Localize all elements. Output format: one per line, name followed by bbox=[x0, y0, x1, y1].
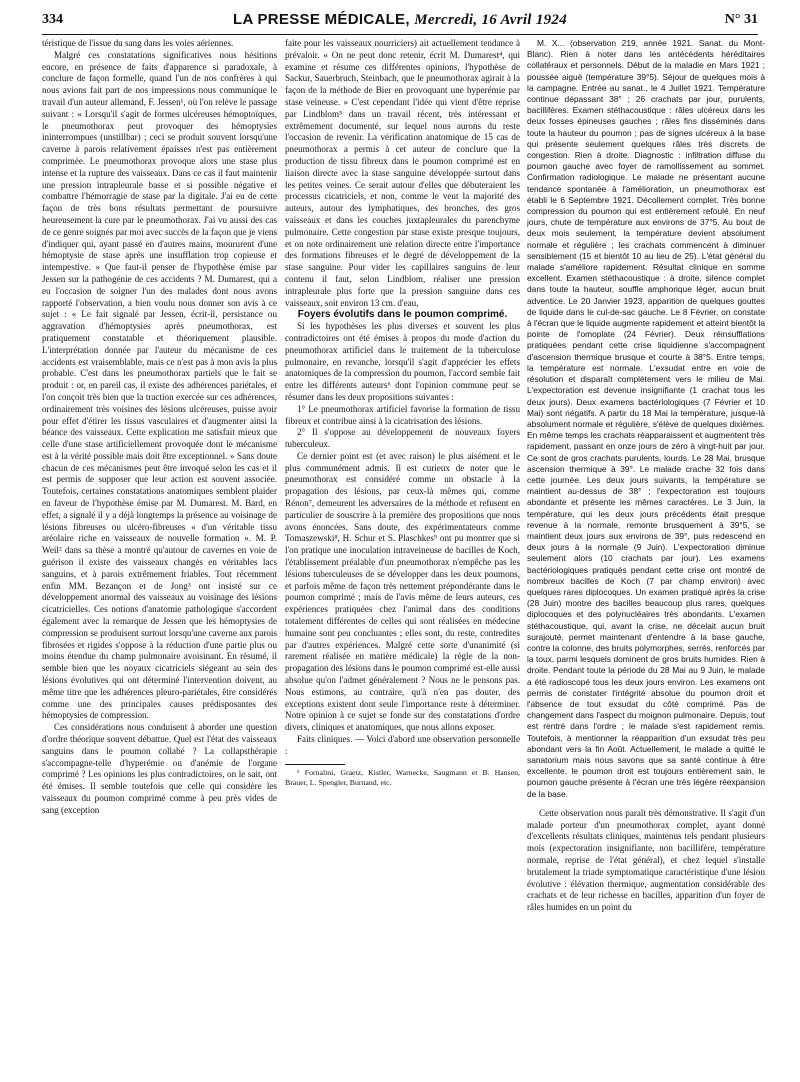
footnote-rule bbox=[285, 764, 345, 765]
paragraph: Ces considérations nous conduisent à aborder une question d'ordre théorique souvent débattue. Quel est l'état des vaisseaux sanguins dans le poumon collabé ? La collapsthérapie s'accompagne-telle d'hyperémie ou d'anémie de l'organe comprimé ? Les opinions les plus contradictoires, on le sait, ont été émises. Il semble toutefois que celle qui considère les vaisseaux du poumon comprimé comme à peu près vides de sang (exception bbox=[42, 722, 277, 815]
paragraph: 2° Il s'oppose au développement de nouveaux foyers tuberculeux. bbox=[285, 427, 520, 450]
footnote: ⁶ Fornalini, Graetz, Kistler, Warnecke, Saugmann et B. Hansen, Brauer, L. Spengler, Burnand, etc. bbox=[285, 767, 520, 787]
paragraph: 1° Le pneumothorax artificiel favorise la formation de tissu fibreux et contribue ainsi à la cicatrisation des lésions. bbox=[285, 403, 520, 426]
running-header bbox=[42, 8, 758, 32]
header-rule bbox=[42, 34, 758, 35]
section-heading: Foyers évolutifs dans le poumon comprimé. bbox=[297, 309, 508, 321]
paragraph: faite pour les vaisseaux nourriciers) ait actuellement tendance à prévaloir. « On ne peut donc retenir, écrit M. Dumarest⁴, qui examine et résume ces différentes opinions, l'hypothèse de Sackur, Sauerbruch, Steinbach, que le pneumothorax agirait à la façon de la méthode de Bier en provoquant une hyperémie par stase veineuse. » C'est cependant l'idée qui vient d'être reprise par Lindblom⁵ dans un travail récent, très intéressant et extrêmement documenté, sur lequel nous aurons du reste l'occasion de revenir. La vérification anatomique de 15 cas de pneumothorax a permis à cet auteur de conclure que la production de tissu fibreux dans le poumon comprimé est en liaison directe avec la stase sanguine développée surtout dans les petites veines. Ce serait autour d'elles que débuteraient les processus cicatriciels, et non, comme le veut la majorité des auteurs, autour des lymphatiques, des bronches, des gros vaisseaux et dans les couches juxtapleurales du parenchyme pulmonaire. Cette congestion par stase existe presque toujours, et on note ordinairement une relation directe entre l'importance des formations fibreuses et le degré de développement de la stase sanguine. Pour vider les capillaires sanguins de leur contenu il faut, selon Lindblom, réaliser une pression intrapleurale plus forte que la pression sanguine dans ces vaisseaux, soit environ 13 cm. d'eau, bbox=[285, 38, 520, 308]
issue-date: Mercredi, 16 Avril 1924 bbox=[414, 12, 568, 28]
clinical-observation bbox=[527, 38, 765, 800]
issue-number: N° 31 bbox=[724, 12, 758, 27]
column-2 bbox=[285, 38, 520, 1078]
paragraph: Si les hypothèses les plus diverses et souvent les plus contradictoires ont été émises à propos du mode d'action du pneumothorax artificiel dans le traitement de la tuberculose pulmonaire, en revanche, lorsqu'il s'agit d'apprécier les effets anatomiques de la compression du poumon, l'accord semble fait entre les différents auteurs⁶ dont l'opinion commune peut se résumer dans les deux propositions suivantes : bbox=[285, 321, 520, 402]
journal-name: LA PRESSE MÉDICALE, bbox=[232, 11, 410, 28]
paragraph: Cette observation nous paraît très démonstrative. Il s'agit d'un malade porteur d'un pneumothorax complet, ayant donné d'excellents résultats cliniques, maintenus tels pendant plusieurs mois (expectoration insignifiante, non bacillifère, température normale, reprise de l'état général), et chez lequel s'installe brutalement la triade symptomatique caractéristique d'une lésion évolutive : élévation thermique, augmentation considérable des crachats et de leur richesse en bacilles, apparition d'un foyer de râles humides en un point du bbox=[527, 807, 765, 913]
journal-title bbox=[42, 11, 758, 29]
column-1 bbox=[42, 38, 277, 1078]
paragraph: Malgré ces constatations significatives nous hésitions encore, en présence de faits d'apparence si paradoxale, à conclure de façon formelle, quand l'un de nos confrères à qui nous avions fait part de nos impressions nous communique le travail d'un auteur allemand, F. Jessen¹, où l'on relève le passage suivant : « Lorsqu'il s'agit de formes ulcéreuses hémoptoïques, le pneumothorax peut provoquer des hémoptysies ininterrompues (unstillbar) ; ceci se produit souvent lorsqu'une caverne à parois relativement épaisses n'est pas entièrement comprimée. Le pneumothorax provoque alors une stase plus intense et la rupture des vaisseaux. Dans ce cas il faut maintenir une pression intrapleurale basse et si possible négative et combattre l'hémorragie de stase par la digitale. J'ai eu de cette façon de très bons résultats permettant de poursuivre heureusement la cure par le pneumothorax. J'ai vu aussi des cas de ce genre soignés par moi avec succès de la façon que je viens d'indiquer qui, ayant passé en d'autres mains, moururent d'une hémoptysie de stase après une insufflation trop copieuse et intempestive. » Que faut-il penser de l'hypothèse émise par Jessen sur la pathogénie de ces accidents ? M. Dumarest, qui a eu l'occasion de soigner l'un des malades dont nous avons rapporté l'observation, a bien voulu nous donner son avis à ce sujet : « Le fait signalé par Jessen, écrit-il, persistance ou aggravation d'hémoptysies après pneumothorax, est pratiquement constatable et théoriquement plausible. L'interprétation donnée par l'auteur du mécanisme de ces accidents est vraisemblable, mais ce n'est pas à mon avis la plus probable. C'est dans les pneumothorax partiels que le fait se produit : or, en pareil cas, il existe des adhérences pariétales, et l'on conçoit très bien que la traction exercée sur ces adhérences, ordinairement très voisines des lésions ulcéreuses, puisse avoir pour effet d'étirer les tissus vasculaires et d'augmenter ainsi la béance des vaisseaux. Cette explication me satisfait mieux que celle d'une stase artificiellement provoquée dont le mécanisme est à la vérité possible mais doit être exceptionnel. » Sans doute chacun de ces mécanismes peut être invoqué selon les cas et il est permis de supposer que leur action est souvent associée. Toutefois, certaines constatations anatomiques semblent plaider en faveur de l'hypothèse émise par M. Dumarest. M. Bard, en effet, a signalé il y a déjà longtemps la présence au voisinage de lésions fibreuses ou ulcéro-fibreuses « d'un véritable tissu aréolaire riche en vaisseaux de nouvelle formation ». M. P. Weil² dans sa thèse a montré qu'autour de cavernes en voie de guérison il existe des vaisseaux changés en véritables lacs sanguins, et à parois extrêmement friables. Tout récemment enfin MM. Bezançon et de Jong³ ont insisté sur ce développement anormal des vaisseaux au voisinage des lésions cicatricielles. Ces notions d'anatomie pathologique s'accordent également avec la remarque de Jessen que les hémoptysies de compression se produisent surtout lorsqu'une caverne aux parois fibrosées et rigides s'oppose à la réduction d'une partie plus ou moins étendue du champ pulmonaire avoisinant. En résumé, il semble bien que les noyaux cicatriciels siégeant au sein des lésions évolutives qui ont déterminé l'intervention doivent, au même titre que les adhérences pleuro-pariétales, être considérés comme une des principales causes prédisposantes des hémoptysies de compression. bbox=[42, 49, 277, 721]
paragraph: M. X... (observation 219, année 1921. Sanat. du Mont-Blanc). Rien à noter dans les antécédents héréditaires collatéraux et personnels. Début de la maladie en Mars 1921 ; poussée aiguë (température 39°5). Séjour de quelques mois à la campagne. Entrée au sanat., le 4 Juillet 1921. Température continue dépassant 38° ; 26 crachats par jour, purulents, bacillifères. Examen stéthacoustique : râles ulcéreux dans les deux fosses épineuses gauches ; râles fins disséminés dans toute la hauteur du poumon ; pas de signes ulcéreux à la base qui présente seulement quelques râles très discrets de congestion. Rien à droite. Diagnostic : infiltration diffuse du poumon gauche avec foyer de ramollissement au sommet. Confirmation radiologique. Le malade ne présentant aucune tendance spontanée à l'amélioration, un pneumothorax est établi le 6 Septembre 1921. Décollement complet. Très bonne compression du poumon qui est entièrement refoulé. En neuf jours, chute de température aux environs de 37°5. Au bout de deux mois seulement, la température devient absolument normale et régulière ; les crachats commencent à diminuer sensiblement (15 et bientôt 10 au lieu de 25). L'état général du malade s'améliore rapidement. Résultat clinique en somme excellent. Examen stéthacoustique : à droite, silence complet dans toute la hauteur, souffle amphorique léger, aucun bruit adventice. Le 20 Janvier 1923, apparition de quelques gouttes de liquide dans le cul-de-sac gauche. Le 8 Février, on constate à l'écran que le liquide augmente rapidement et atteint bientôt la pointe de l'omoplate (24 Février). Deux réinsufflations pratiquées pendant cette crise liquidienne s'accompagnent d'ascension thermique brusque et courte à 38°5. Entre temps, la température est normale. L'exsudat entre en voie de résolution et disparaît complètement vers le milieu de Mai. L'expectoration est devenue insignifiante (1 crachat tous les deux jours). Deux examens bactériologiques (7 Février et 10 Mai) sont négatifs. A partir du 18 Mai la température, jusque-là absolument normale et régulière, s'élève de quelques dixièmes. En même temps les crachats réapparaissent et augmentent très rapidement, passant en onze jours de zéro à vingt-huit par jour. Ce sont de gros crachats purulents, lourds. Le 28 Mai, brusque ascension thermique à 39°. Le malade crache 32 fois dans cette journée. Les deux jours suivants, la température se maintient au-dessus de 38° ; l'expectoration est toujours abondante et présente les mêmes caractères. Le 3 Juin, la température, qui les deux jours précédents était presque revenue à la normale, remonte brusquement à 39°5, se maintient deux jours aux environs de 39°, puis redescend en deux jours à la normale (9 Juin). L'expectoration diminue seulement alors (10 crachats par jour). Les examens bactériologiques pratiqués pendant cette crise ont montré de nombreux bacilles de Koch (7 par champ environ) avec quelques rares diplocoques. Un examen pratiqué après la crise (28 Juin) montre des bacilles beaucoup plus rares, quelques diplocoques et des polynucléaires très abondants. L'examen stéthacoustique, qui, avant la crise, ne décelait aucun bruit surajouté, permet maintenant d'entendre à la base gauche, contre la colonne, des bruits polymorphes, serrés, renforcés par la toux, parmi lesquels dominent de gros bruits humides. Rien à droite. Pendant toute la période du 28 Mai au 9 Juin, le malade a été radioscopé tous les deux jours environ. Les examens ont permis de constater l'intégrité absolue du poumon droit et l'absence de tout exsudat du côté comprimé. Pas de changement dans l'aspect du moignon pulmonaire. Depuis, tout est rentré dans l'ordre ; le malade s'est rapidement remis. Toutefois, à mentionner la réapparition d'un exsudat très peu abondant vers la fin Août. Actuellement, le malade a quitté le sanatorium mais nous savons que sa santé continue à être excellente, le poumon droit est toujours entièrement sain, le poumon gauche présente à l'écran une très légère réexpansion de la base. bbox=[527, 38, 765, 799]
paragraph: téristique de l'issue du sang dans les voies aériennes. bbox=[42, 38, 234, 48]
paragraph: Ce dernier point est (et avec raison) le plus aisément et le plus communément admis. Il est curieux de noter que le pneumothorax est considéré comme un obstacle à la propagation des lésions, par ceux-là mêmes qui, comme Rénon⁷, demeurent les adversaires de la méthode et refusent en particulier de souscrire à la première des propositions que nous avons énoncées. Sans doute, des expérimentateurs comme Tomaszewski⁸, H. Schur et S. Plaschkes⁹ ont pu montrer que si l'on pratique une inoculation intraveineuse de bacilles de Koch, l'établissement préalable d'un pneumothorax n'empêche pas les lésions tuberculeuses de se développer dans les deux poumons, et parfois même de façon très nettement prépondérante dans le poumon comprimé ; mais de l'avis même de leurs auteurs, ces expériences pratiquées chez l'animal dans des conditions totalement différentes de celles qui sont réalisées en médecine humaine sont peu concluantes ; elles sont, du reste, contredites par d'autres expériences. Malgré cette sorte d'unanimité (si rarement réalisée en matière médicale) la règle de la non-propagation des lésions dans le poumon comprimé est-elle aussi absolue qu'on l'admet généralement ? Nous ne le pensons pas. Nous estimons, au contraire, qu'à n'en pas douter, des exceptions existent dont seule l'importance reste à déterminer. Notre opinion à ce sujet se fonde sur des constatations d'ordre divers, cliniques et anatomiques, que nous allons exposer. bbox=[285, 450, 520, 733]
column-3 bbox=[527, 38, 765, 1078]
paragraph: Faits cliniques. — Voici d'abord une observation personnelle : bbox=[285, 734, 520, 756]
page-number: 334 bbox=[42, 12, 63, 27]
